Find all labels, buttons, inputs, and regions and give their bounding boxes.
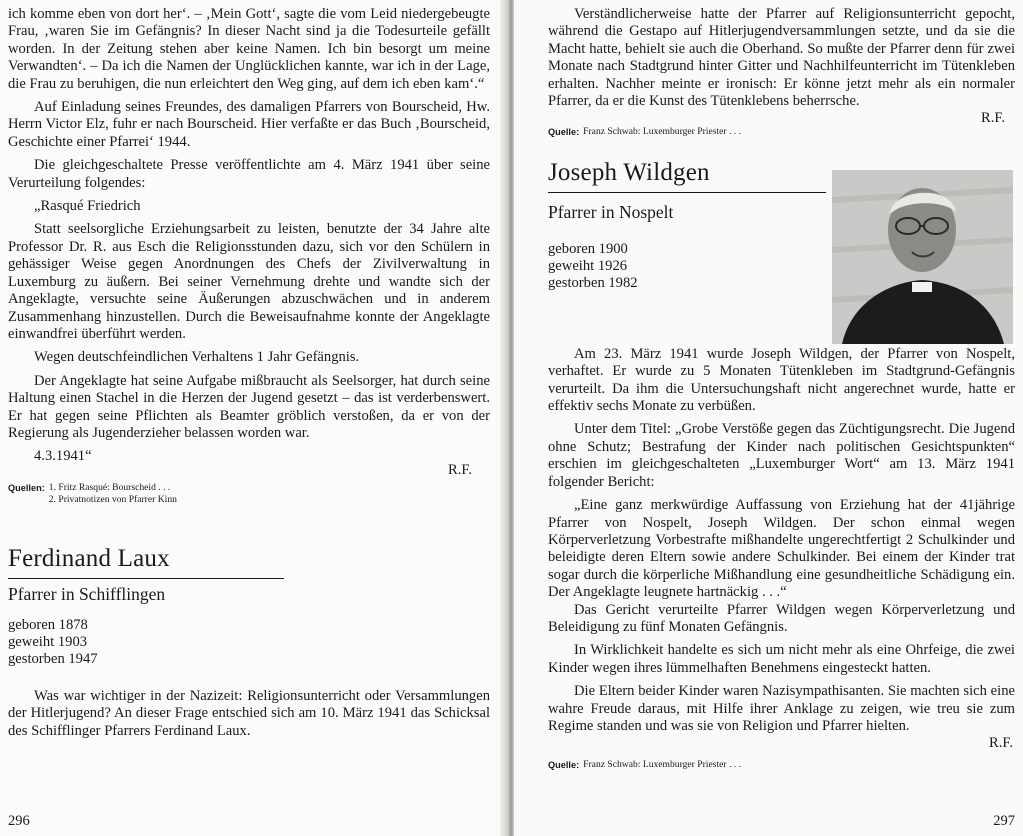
person-title: Pfarrer in Schifflingen [8,583,166,604]
source-text: Franz Schwab: Luxemburger Priester . . . [583,125,741,137]
author-initials: R.F. [981,110,1005,127]
page-number: 296 [8,813,30,829]
birth-year: geboren 1900 [548,240,628,257]
source-text: Franz Schwab: Luxemburger Priester . . . [583,758,741,770]
page-number: 297 [993,813,1015,829]
body-paragraph: Unter dem Titel: „Grobe Verstöße gegen das Züchtigungsrecht. Die Jugend ohne Schutz; Bestrafung der Kinder nach politischen Gesichtspunkten“ erschien im gleichgeschalteten „Luxemburger Wort“ am 13. März 1941 folgender Bericht: [548,421,1015,490]
right-page [514,0,1023,836]
sources-label: Quellen: [8,482,45,493]
author-initials: R.F. [989,735,1013,752]
quote-paragraph: Statt seelsorgliche Erziehungsarbeit zu leisten, benutzte der 34 Jahre alte Professor Dr. R. aus Esch die Religionsstunden dazu, sich vor den Schülern in gehässiger Weise gegen Anordnungen des Chefs der Zivilverwaltung in Luxemburg zu äußern. Bei seiner Vernehmung drehte und wandte sich der Angeklagte, versuchte seine Äußerungen abzuschwächen und in anderem Zusammenhang hinzustellen. Durch die Beweisaufnahme konnte der Angeklagte einwandfrei überführt werden. [8,221,490,342]
body-paragraph: Die Eltern beider Kinder waren Nazisympathisanten. Sie machten sich eine wahre Freude daraus, mit Hilfe ihrer Anklage zu zeigen, wie treu sie zum Regime standen und was sie von Religion und Pfarrer hielten. [548,683,1015,734]
left-page [0,0,506,836]
birth-year: geboren 1878 [8,616,88,633]
body-paragraph: Die gleichgeschaltete Presse veröffentlichte am 4. März 1941 über seine Verurteilung folgendes: [8,157,490,191]
body-paragraph: Verständlicherweise hatte der Pfarrer auf Religionsunterricht gepocht, während die Gestapo auf Hitlerjugendversammlungen setzte, und da sie die Macht hatte, behielt sie auch die Oberhand. So mußte der Pfarrer denn für zwei Monate nach Stadtgrund hinter Gitter und Nachhilfeunterricht im Tütenkleben erhalten. Nachher meinte er ironisch: Er könne jetzt mehr als ein normaler Pfarrer, da er die Kunst des Tütenklebens beherrsche. [548,6,1015,110]
body-paragraph: In Wirklichkeit handelte es sich um nicht mehr als eine Ohrfeige, die zwei Kinder wegen ihres lümmelhaften Benehmens eingesteckt hatten. [548,642,1015,676]
body-paragraph: Das Gericht verurteilte Pfarrer Wildgen wegen Körperverletzung und Beleidigung zu fünf Monaten Gefängnis. [548,601,1015,635]
person-name: Ferdinand Laux [8,544,170,572]
source-block [548,126,1015,138]
signature-row [548,735,1015,752]
source-label: Quelle: [548,126,580,137]
sources-block [8,482,490,506]
body-paragraph: Am 23. März 1941 wurde Joseph Wildgen, der Pfarrer von Nospelt, verhaftet. Er wurde zu 5 Monaten Tütenkleben im Stadtgrund-Gefängnis verurteilt. Da ihm die Untersuchungshaft nicht angerechnet wurde, hatte er effektiv sechs Monate zu verbüßen. [548,345,1015,415]
person-name: Joseph Wildgen [548,158,710,186]
body-paragraph: ich komme eben von dort her‘. – ‚Mein Gott‘, sagte die vom Leid niedergebeugte Frau, ‚waren Sie im Gefängnis? In dieser Nacht sind ja die Todesurteile gefällt worden. In der Zeitung stehen aber keine Namen. Ich bin besorgt um meine Verwandten‘. – Da ich die Namen der Unglücklichen kannte, war ich in der Lage, die Frau zu beruhigen, die nun erleichtert den Weg ging, auf dem ich eben kam‘.“ [8,6,490,92]
body-paragraph: Auf Einladung seines Freundes, des damaligen Pfarrers von Bourscheid, Hw. Herrn Victor Elz, fuhr er nach Bourscheid. Hier verfaßte er das Buch ‚Bourscheid, Geschichte einer Pfarrei‘ 1944. [8,99,490,150]
person-vitals [8,617,490,668]
header-rule [548,192,826,193]
ordination-year: geweiht 1926 [548,257,628,274]
source-item: 2. Privatnotizen von Pfarrer Kinn [48,493,177,505]
priest-portrait [832,170,1013,344]
ordination-year: geweiht 1903 [8,633,88,650]
body-paragraph: Was war wichtiger in der Nazizeit: Religionsunterricht oder Versammlungen der Hitlerjugend? An dieser Frage entschied sich am 10. März 1941 das Schicksal des Schifflinger Pfarrers Ferdinand Laux. [8,687,490,739]
header-rule [8,578,284,579]
quote-paragraph: Der Angeklagte hat seine Aufgabe mißbraucht als Seelsorger, hat durch seine Haltung einen Stachel in die Herzen der Jugend gesetzt – das ist verderbenswert. Er hat gegen seine Pflichten als Beamter gröblich verstoßen, da er von der Regierung als Jugenderzieher belassen worden war. [8,372,490,441]
sources-list [49,482,177,506]
quote-heading: „Rasqué Friedrich [34,198,141,215]
death-year: gestorben 1947 [8,650,98,667]
person-title: Pfarrer in Nospelt [548,201,674,222]
person-header [548,158,826,223]
author-initials: R.F. [448,462,472,479]
source-block [548,759,1015,771]
signature-row [8,448,490,479]
source-item: 1. Fritz Rasqué: Bourscheid . . . [48,481,171,493]
person-header [8,544,284,605]
source-label: Quelle: [548,759,580,770]
quote-date: 4.3.1941“ [34,448,92,465]
quote-paragraph: „Eine ganz merkwürdige Auffassung von Erziehung hat der 41jährige Pfarrer von Nospelt, Joseph Wildgen. Der schon einmal wegen Körperverletzung Vorbestrafte mißhandelte ungerechtfertigt 2 Schulkinder und beleidigte deren Eltern sowie andere Schulkinder. Bei einem der Kinder trat sogar durch die körperliche Mißhandlung eine gesundheitliche Schädigung ein. Der Angeklagte leugnete hartnäckig . . .“ [548,497,1015,601]
death-year: gestorben 1982 [548,274,638,291]
quote-paragraph: Wegen deutschfeindlichen Verhaltens 1 Jahr Gefängnis. [34,349,360,366]
